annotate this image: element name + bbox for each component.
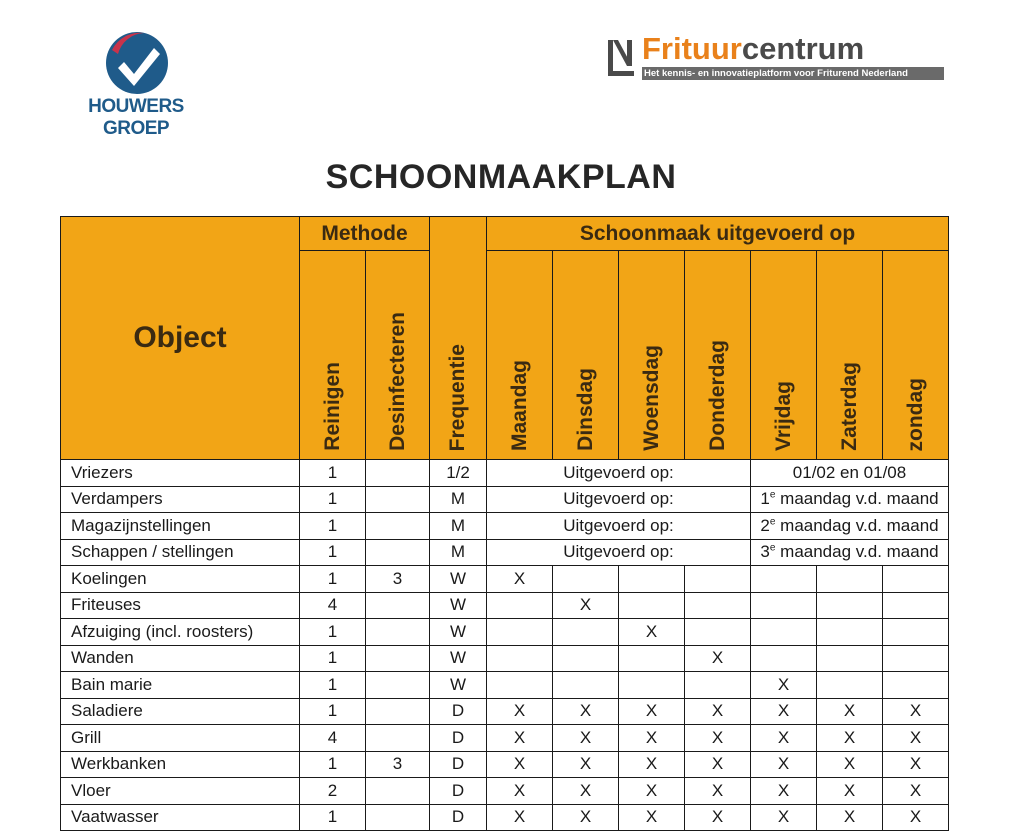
reinigen-cell: 1: [300, 513, 366, 540]
uitgevoerd-date-cell: [751, 539, 949, 566]
date-main: 3: [760, 542, 770, 562]
table-row: [61, 592, 949, 619]
day-mark-cell: [553, 645, 619, 672]
table-row: [61, 460, 949, 487]
uitgevoerd-date-cell: [751, 513, 949, 540]
desinfecteren-cell: [366, 672, 430, 699]
day-mark-cell: [685, 592, 751, 619]
table-row: [61, 566, 949, 593]
desinfecteren-cell: [366, 486, 430, 513]
page-title: SCHOONMAAKPLAN: [325, 158, 677, 196]
day-mark-cell: X: [751, 778, 817, 805]
header-day-donderdag: [685, 251, 751, 460]
uitgevoerd-label-cell: Uitgevoerd op:: [487, 486, 751, 513]
reinigen-cell: 1: [300, 698, 366, 725]
day-mark-cell: X: [619, 725, 685, 752]
desinfecteren-cell: [366, 725, 430, 752]
frequentie-cell: W: [430, 645, 487, 672]
header-desinfecteren: [366, 251, 430, 460]
object-cell: Magazijnstellingen: [61, 513, 300, 540]
day-mark-cell: X: [751, 698, 817, 725]
date-rest: maandag v.d. maand: [775, 542, 939, 562]
day-label: Maandag: [507, 359, 531, 451]
desinfecteren-cell: [366, 513, 430, 540]
header-day-zondag: [883, 251, 949, 460]
day-mark-cell: [487, 645, 553, 672]
frequentie-cell: M: [430, 486, 487, 513]
reinigen-cell: 4: [300, 592, 366, 619]
day-mark-cell: X: [619, 698, 685, 725]
day-mark-cell: X: [817, 698, 883, 725]
cleaning-plan-table: [60, 216, 949, 831]
header-uitgevoerd: Schoonmaak uitgevoerd op: [487, 217, 949, 251]
table-row: [61, 698, 949, 725]
desinfecteren-cell: [366, 460, 430, 487]
day-mark-cell: X: [619, 778, 685, 805]
day-label: Dinsdag: [573, 368, 597, 451]
reinigen-cell: 1: [300, 486, 366, 513]
table-row: [61, 619, 949, 646]
day-mark-cell: X: [883, 725, 949, 752]
frequentie-cell: M: [430, 513, 487, 540]
table-row: [61, 645, 949, 672]
frequentie-cell: D: [430, 778, 487, 805]
date-superscript: e: [769, 489, 776, 501]
day-mark-cell: X: [619, 804, 685, 831]
table-row: [61, 804, 949, 831]
desinfecteren-cell: 3: [366, 566, 430, 593]
desinfecteren-cell: [366, 804, 430, 831]
header-day-vrijdag: [751, 251, 817, 460]
object-cell: Grill: [61, 725, 300, 752]
header-reinigen: [300, 251, 366, 460]
day-mark-cell: X: [751, 672, 817, 699]
day-mark-cell: [553, 566, 619, 593]
date-rest: maandag v.d. maand: [775, 515, 939, 535]
header-frequentie: [430, 217, 487, 460]
day-mark-cell: X: [619, 619, 685, 646]
day-mark-cell: X: [685, 751, 751, 778]
header-day-woensdag: [619, 251, 685, 460]
day-mark-cell: X: [751, 725, 817, 752]
day-mark-cell: [487, 619, 553, 646]
frequentie-cell: D: [430, 698, 487, 725]
day-mark-cell: [685, 672, 751, 699]
desinfecteren-cell: [366, 645, 430, 672]
day-mark-cell: [883, 672, 949, 699]
day-label: Vrijdag: [771, 380, 795, 451]
brand-frituur: Frituur: [642, 31, 742, 66]
object-cell: Bain marie: [61, 672, 300, 699]
day-mark-cell: [553, 619, 619, 646]
object-cell: Afzuiging (incl. roosters): [61, 619, 300, 646]
table-row: [61, 778, 949, 805]
day-label: Woensdag: [639, 345, 663, 451]
header-methode: Methode: [300, 217, 430, 251]
object-cell: Koelingen: [61, 566, 300, 593]
object-cell: Vriezers: [61, 460, 300, 487]
day-mark-cell: X: [751, 751, 817, 778]
houwers-groep-name: HOUWERS GROEP: [88, 96, 184, 139]
frequentie-cell: W: [430, 592, 487, 619]
day-mark-cell: [553, 672, 619, 699]
reinigen-cell: 4: [300, 725, 366, 752]
desinfecteren-cell: [366, 539, 430, 566]
day-mark-cell: X: [685, 645, 751, 672]
object-cell: Vloer: [61, 778, 300, 805]
frequentie-cell: W: [430, 619, 487, 646]
day-mark-cell: X: [817, 804, 883, 831]
day-mark-cell: X: [685, 698, 751, 725]
day-mark-cell: [619, 645, 685, 672]
date-main: 2: [760, 515, 770, 535]
day-mark-cell: X: [817, 725, 883, 752]
day-mark-cell: [751, 592, 817, 619]
day-mark-cell: X: [553, 725, 619, 752]
day-mark-cell: X: [553, 778, 619, 805]
header-desinfecteren-label: Desinfecteren: [385, 312, 409, 451]
houwers-groep-logo: [68, 30, 208, 139]
uitgevoerd-date-cell: [751, 486, 949, 513]
day-mark-cell: X: [817, 751, 883, 778]
object-cell: Wanden: [61, 645, 300, 672]
header-day-dinsdag: [553, 251, 619, 460]
day-mark-cell: X: [553, 592, 619, 619]
table-row: [61, 539, 949, 566]
day-label: Donderdag: [705, 340, 729, 451]
day-mark-cell: X: [751, 804, 817, 831]
header-object: Object: [61, 217, 300, 460]
reinigen-cell: 1: [300, 539, 366, 566]
day-mark-cell: [883, 645, 949, 672]
frequentie-cell: W: [430, 566, 487, 593]
frituurcentrum-tagline: Het kennis- en innovatieplatform voor Friturend Nederland: [642, 67, 944, 80]
checkmark-circle-icon: [104, 30, 170, 96]
reinigen-cell: 1: [300, 619, 366, 646]
uitgevoerd-label-cell: Uitgevoerd op:: [487, 513, 751, 540]
frituurcentrum-wordmark: [642, 30, 864, 68]
header-day-maandag: [487, 251, 553, 460]
frequentie-cell: D: [430, 804, 487, 831]
brand-centrum: centrum: [741, 31, 865, 66]
day-mark-cell: X: [883, 751, 949, 778]
day-mark-cell: [883, 566, 949, 593]
reinigen-cell: 1: [300, 672, 366, 699]
table-body: [61, 460, 949, 831]
day-mark-cell: [487, 592, 553, 619]
day-mark-cell: [685, 566, 751, 593]
day-mark-cell: X: [487, 804, 553, 831]
frequentie-cell: D: [430, 725, 487, 752]
day-mark-cell: [817, 619, 883, 646]
date-main: 1: [760, 489, 770, 509]
table-row: [61, 513, 949, 540]
desinfecteren-cell: [366, 778, 430, 805]
day-mark-cell: [619, 592, 685, 619]
day-mark-cell: X: [553, 804, 619, 831]
uitgevoerd-label-cell: Uitgevoerd op:: [487, 460, 751, 487]
uitgevoerd-date-cell: [751, 460, 949, 487]
date-rest: maandag v.d. maand: [775, 489, 939, 509]
day-mark-cell: [751, 566, 817, 593]
table-row: [61, 751, 949, 778]
table-row: [61, 672, 949, 699]
object-cell: Werkbanken: [61, 751, 300, 778]
day-mark-cell: X: [685, 778, 751, 805]
day-label: Zaterdag: [837, 362, 861, 451]
reinigen-cell: 1: [300, 804, 366, 831]
frituurcentrum-logo: [606, 30, 941, 85]
header-frequentie-label: Frequentie: [446, 343, 470, 451]
reinigen-cell: 1: [300, 566, 366, 593]
desinfecteren-cell: [366, 698, 430, 725]
day-mark-cell: X: [685, 804, 751, 831]
day-mark-cell: X: [487, 778, 553, 805]
frequentie-cell: W: [430, 672, 487, 699]
day-mark-cell: [817, 645, 883, 672]
day-mark-cell: [685, 619, 751, 646]
header-day-zaterdag: [817, 251, 883, 460]
day-mark-cell: [751, 619, 817, 646]
day-mark-cell: [883, 592, 949, 619]
day-mark-cell: X: [883, 804, 949, 831]
day-mark-cell: [883, 619, 949, 646]
day-mark-cell: X: [487, 566, 553, 593]
header-reinigen-label: Reinigen: [320, 362, 344, 451]
date-superscript: e: [769, 516, 776, 528]
day-mark-cell: X: [487, 751, 553, 778]
day-mark-cell: [817, 672, 883, 699]
object-cell: Saladiere: [61, 698, 300, 725]
day-mark-cell: [619, 672, 685, 699]
reinigen-cell: 2: [300, 778, 366, 805]
day-mark-cell: [619, 566, 685, 593]
reinigen-cell: 1: [300, 751, 366, 778]
day-mark-cell: X: [685, 725, 751, 752]
day-mark-cell: [751, 645, 817, 672]
reinigen-cell: 1: [300, 460, 366, 487]
desinfecteren-cell: [366, 592, 430, 619]
frequentie-cell: M: [430, 539, 487, 566]
nl-mark-icon: [606, 38, 636, 78]
day-mark-cell: X: [883, 698, 949, 725]
day-mark-cell: X: [619, 751, 685, 778]
object-cell: Friteuses: [61, 592, 300, 619]
object-cell: Vaatwasser: [61, 804, 300, 831]
table-row: [61, 725, 949, 752]
object-cell: Schappen / stellingen: [61, 539, 300, 566]
day-mark-cell: X: [553, 698, 619, 725]
uitgevoerd-label-cell: Uitgevoerd op:: [487, 539, 751, 566]
desinfecteren-cell: [366, 619, 430, 646]
frequentie-cell: 1/2: [430, 460, 487, 487]
object-cell: Verdampers: [61, 486, 300, 513]
desinfecteren-cell: 3: [366, 751, 430, 778]
date-superscript: e: [769, 542, 776, 554]
day-mark-cell: X: [487, 725, 553, 752]
day-mark-cell: [487, 672, 553, 699]
table-row: [61, 486, 949, 513]
day-mark-cell: X: [817, 778, 883, 805]
reinigen-cell: 1: [300, 645, 366, 672]
date-main: 01/02 en 01/08: [792, 462, 907, 482]
frequentie-cell: D: [430, 751, 487, 778]
day-mark-cell: X: [553, 751, 619, 778]
day-label: zondag: [903, 377, 927, 451]
day-mark-cell: X: [883, 778, 949, 805]
day-mark-cell: [817, 592, 883, 619]
day-mark-cell: X: [487, 698, 553, 725]
day-mark-cell: [817, 566, 883, 593]
